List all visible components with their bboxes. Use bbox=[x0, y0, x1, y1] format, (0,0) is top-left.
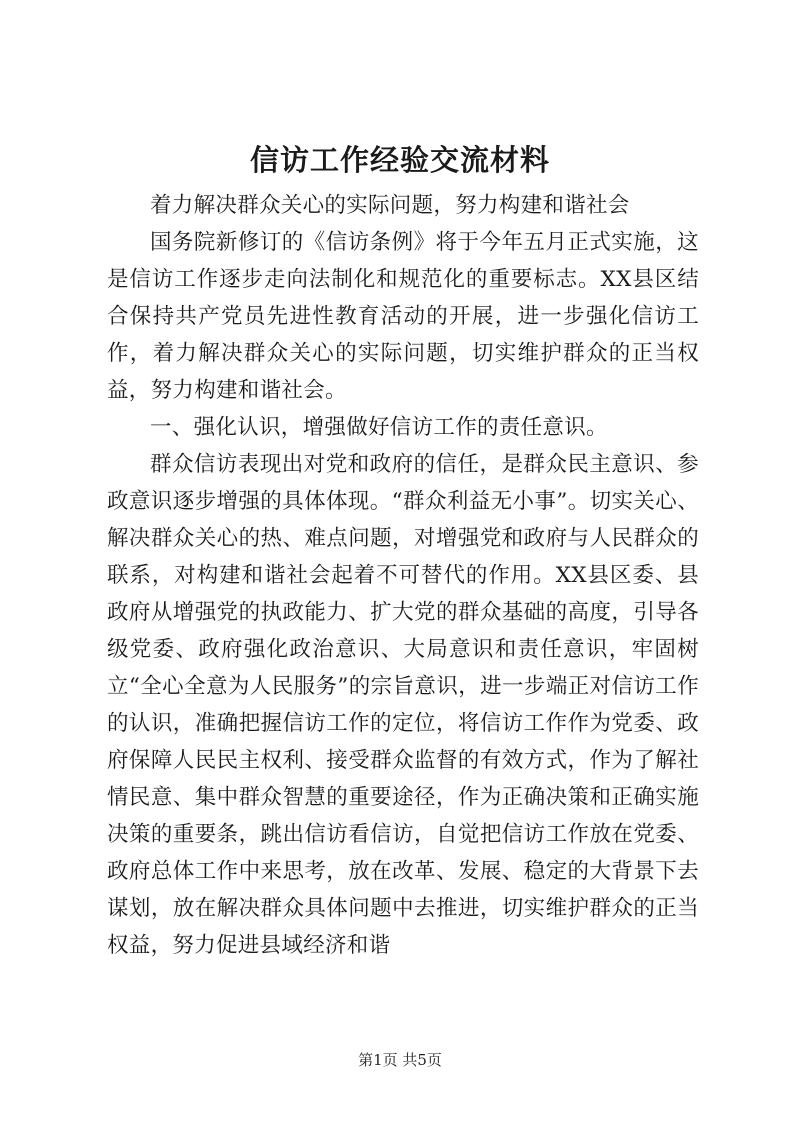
page-footer: 第1页 共5页 bbox=[358, 1051, 442, 1069]
subtitle-paragraph: 着力解决群众关心的实际问题，努力构建和谐社会 bbox=[150, 193, 630, 218]
document-title: 信访工作经验交流材料 bbox=[249, 143, 550, 177]
section-heading-1: 一、强化认识，增强做好信访工作的责任意识。 bbox=[150, 415, 608, 440]
section-1-paragraph: 群众信访表现出对党和政府的信任，是群众民主意识、参政意识逐步增强的具体体现。“群众利益无小事”。切实关心、解决群众关心的热、难点问题，对增强党和政府与人民群众的联系，对构建和谐社会起着不可替代的作用。XX县区委、县政府从增强党的执政能力、扩大党的群众基础的高度，引导各级党委、政府强化政治意识、大局意识和责任意识，牢固树立“全心全意为人民服务”的宗旨意识，进一步端正对信访工作的认识，准确把握信访工作的定位，将信访工作作为党委、政府保障人民民主权利、接受群众监督的有效方式，作为了解社情民意、集中群众智慧的重要途径，作为正确决策和正确实施决策的重要条，跳出信访看信访，自觉把信访工作放在党委、政府总体工作中来思考，放在改革、发展、稳定的大背景下去谋划，放在解决群众具体问题中去推进，切实维护群众的正当权益，努力促进县域经济和谐 bbox=[107, 452, 699, 958]
intro-paragraph: 国务院新修订的《信访条例》将于今年五月正式实施，这是信访工作逐步走向法制化和规范化的重要标志。XX县区结合保持共产党员先进性教育活动的开展，进一步强化信访工作，着力解决群众关心的实际问题，切实维护群众的正当权益，努力构建和谐社会。 bbox=[107, 230, 699, 403]
document-body bbox=[107, 187, 699, 964]
